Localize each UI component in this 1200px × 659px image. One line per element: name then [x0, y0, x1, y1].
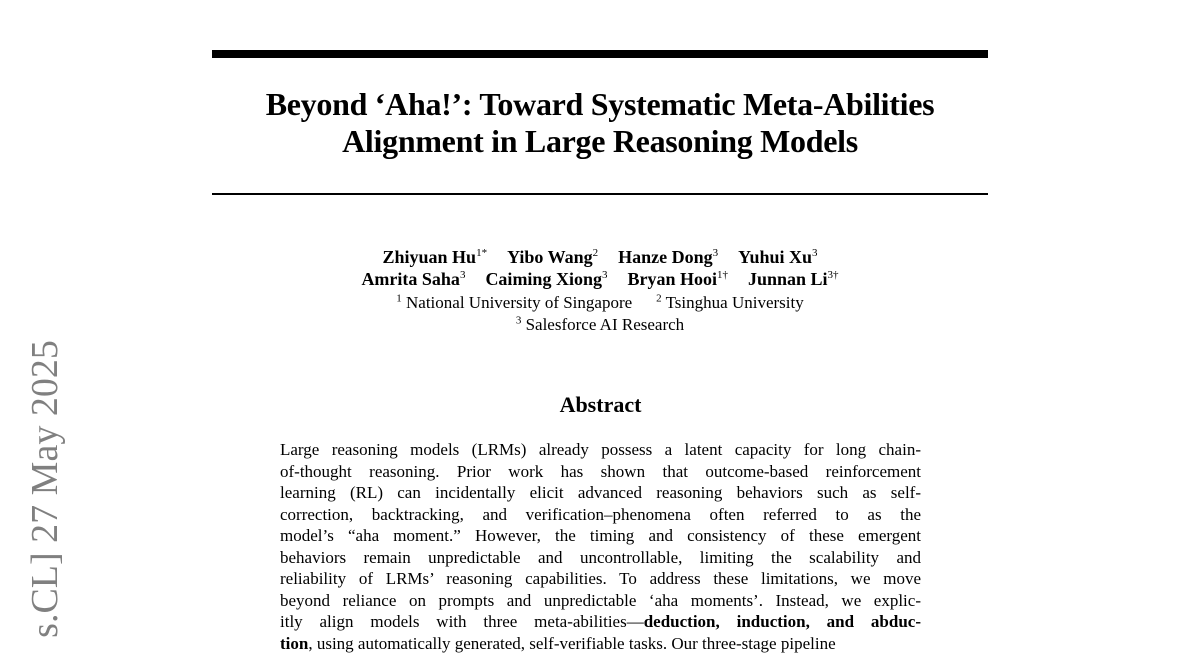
title-line-1: Beyond ‘Aha!’: Toward Systematic Meta-Abilities: [265, 86, 935, 122]
author-superscript: 3: [812, 247, 818, 259]
affiliation-superscript: 3: [515, 314, 522, 327]
author-name: Amrita Saha$^3$: [361, 269, 466, 289]
author-superscript: 1*: [476, 247, 488, 259]
author-row-2: [212, 268, 988, 290]
abstract-line: [280, 461, 921, 483]
author-superscript: 3†: [827, 269, 839, 281]
abstract-body-text: behaviors remain unpredictable and uncontrollable, limiting the scalability and: [280, 547, 921, 567]
abstract-line: [280, 525, 921, 547]
abstract-line: [280, 504, 921, 526]
affiliation: $^2$ Tsinghua University: [656, 292, 804, 312]
abstract-text: [280, 439, 921, 654]
abstract-bold-text: tion: [280, 633, 309, 653]
title-bottom-rule: [212, 193, 988, 195]
abstract-line: [280, 633, 921, 655]
affiliation-superscript: 1: [396, 292, 402, 305]
author-name: Yuhui Xu$^3$: [738, 247, 818, 267]
abstract-body-text: Large reasoning models (LRMs) already possess a latent capacity for long chain-: [280, 440, 921, 459]
author-superscript: 2: [592, 247, 599, 259]
abstract-heading: Abstract: [559, 392, 642, 417]
affiliation: $^3$ Salesforce AI Research: [515, 314, 685, 334]
author-row-1: [212, 246, 988, 268]
title-top-rule: [212, 50, 988, 58]
title-line-2: Alignment in Large Reasoning Models: [342, 123, 858, 159]
author-block: [212, 246, 988, 336]
abstract-body-text: beyond reliance on prompts and unpredictable ‘aha moments’. Instead, we explic-: [280, 590, 921, 610]
author-superscript: 3: [601, 269, 608, 281]
abstract-line: [280, 611, 921, 633]
abstract-line: [280, 568, 921, 590]
abstract-line: [280, 590, 921, 612]
author-name: Hanze Dong$^3$: [618, 247, 719, 267]
affiliation: $^1$ National University of Singapore: [396, 292, 633, 312]
abstract-body-text: correction, backtracking, and verification–phenomena often referred to as the: [280, 504, 921, 524]
abstract-body-text: itly align models with three meta-abilities—: [280, 612, 644, 631]
paper-title: [212, 86, 988, 160]
abstract-body-text: of-thought reasoning. Prior work has shown that outcome-based reinforcement: [280, 461, 921, 481]
author-superscript: 1†: [716, 269, 728, 281]
author-superscript: 3: [459, 269, 466, 281]
affiliation-row-1: [212, 292, 988, 314]
affiliation-superscript: 2: [656, 292, 662, 305]
arxiv-watermark: s.CL] 27 May 2025: [24, 340, 66, 638]
author-name: Zhiyuan $Hu^{1*}$: [382, 247, 488, 267]
abstract-body-text: reliability of LRMs’ reasoning capabilities. To address these limitations, we move: [280, 569, 921, 588]
author-name: Bryan Hooi$^{1\dagger}$: [627, 269, 728, 289]
abstract-line: [280, 439, 921, 461]
abstract-bold-text: deduction, induction, and abduc-: [643, 612, 921, 631]
abstract-body-text: learning (RL) can incidentally elicit advanced reasoning behaviors such as self-: [280, 483, 921, 502]
author-name: Caiming Xiong$^3$: [485, 269, 608, 289]
author-superscript: 3: [712, 247, 719, 259]
abstract-body-text: model’s “aha moment.” However, the timing and consistency of these emergent: [280, 526, 921, 545]
author-name: Yibo Wang$^2$: [507, 247, 599, 267]
abstract-body-text: , using automatically generated, self-verifiable tasks. Our three-stage pipeline: [308, 633, 836, 653]
abstract-line: [280, 482, 921, 504]
author-name: Junnan $Li^{3\dagger}$: [747, 269, 839, 289]
abstract-line: [280, 547, 921, 569]
affiliation-row-2: [212, 314, 988, 336]
